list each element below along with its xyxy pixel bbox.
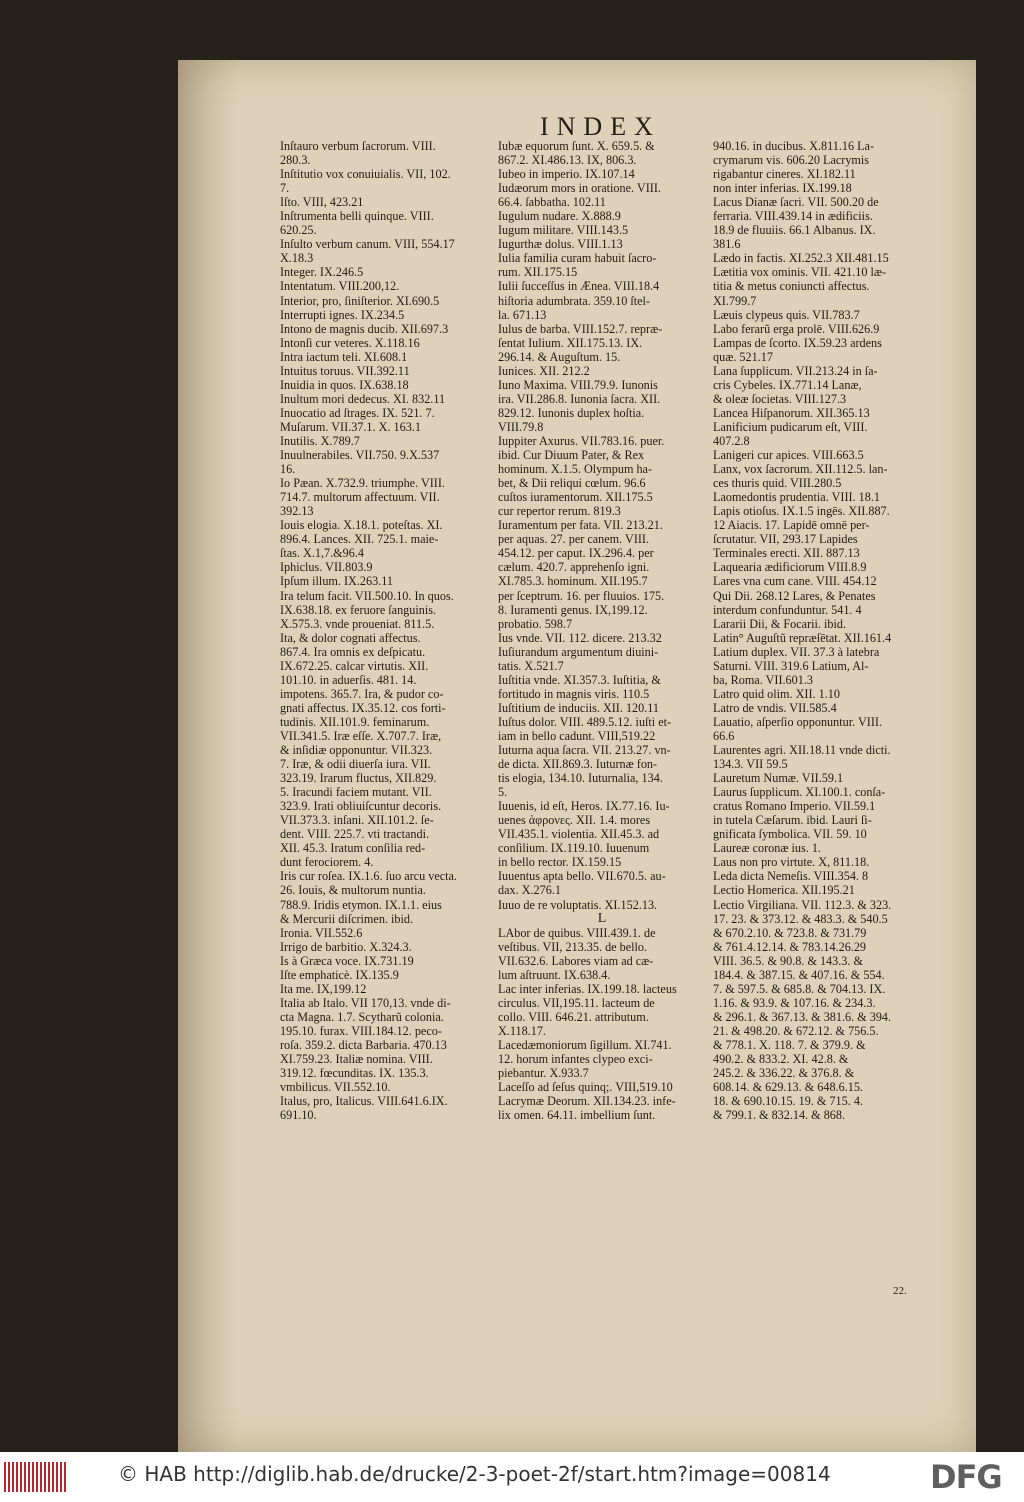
- index-line: 867.4. Ira omnis ex deſpicatu.: [280, 644, 426, 659]
- index-line: VII.373.3. inſani. XII.101.2. ſe-: [280, 813, 434, 828]
- index-line: 12. horum infantes clypeo exci-: [498, 1052, 653, 1067]
- index-line: 896.4. Lances. XII. 725.1. maie-: [280, 532, 439, 547]
- index-line: ſtas. X.1,7.&96.4: [280, 546, 364, 561]
- index-line: Qui Dii. 268.12 Lares, & Penates: [713, 588, 876, 603]
- dfg-logo: DFG: [930, 1458, 1002, 1496]
- index-line: Latro de vndis. VII.585.4: [713, 700, 837, 715]
- index-line: cuſtos iuramentorum. XII.175.5: [498, 490, 653, 505]
- index-column-middle: [498, 139, 706, 1122]
- index-line: Iuturna aqua ſacra. VII. 213.27. vn-: [498, 743, 671, 758]
- index-line: 280.3.: [280, 153, 311, 168]
- index-line: Lacrymæ Deorum. XII.134.23. infe-: [498, 1094, 676, 1109]
- index-line: Iunices. XII. 212.2: [498, 363, 590, 378]
- index-line: 184.4. & 387.15. & 407.16. & 554.: [713, 967, 885, 982]
- index-line: tis elogia, 134.10. Iuturnalia, 134.: [498, 771, 663, 786]
- index-line: gnificata ſymbolica. VII. 59. 10: [713, 827, 867, 842]
- index-column-left: [280, 139, 490, 1122]
- index-line: Iouis elogia. X.18.1. poteſtas. XI.: [280, 518, 443, 533]
- index-line: ba, Roma. VII.601.3: [713, 672, 813, 687]
- index-line: circulus. VII,195.11. lacteum de: [498, 995, 655, 1010]
- index-line: dunt ferociorem. 4.: [280, 855, 374, 870]
- index-line: XI.759.23. Italiæ nomina. VIII.: [280, 1052, 433, 1067]
- index-line: Iris cur roſea. IX.1.6. ſuo arcu vecta.: [280, 869, 457, 884]
- index-line: Læuis clypeus quis. VII.783.7: [713, 307, 860, 322]
- index-line: Italia ab Italo. VII 170,13. vnde di-: [280, 995, 451, 1010]
- index-line: Inſtrumenta belli quinque. VIII.: [280, 209, 434, 224]
- index-line: Muſarum. VII.37.1. X. 163.1: [280, 419, 421, 434]
- index-line: 829.12. Iunonis duplex hoſtia.: [498, 405, 645, 420]
- index-line: Is à Græca voce. IX.731.19: [280, 953, 414, 968]
- index-line: Inſtauro verbum ſacrorum. VIII.: [280, 139, 436, 153]
- index-line: Lampas de ſcorto. IX.59.23 ardens: [713, 335, 882, 350]
- index-line: XII. 45.3. Iratum conſilia red-: [280, 841, 426, 856]
- index-line: & inſidiæ opponuntur. VII.323.: [280, 743, 433, 758]
- catchword: 22.: [893, 1285, 907, 1297]
- index-line: 940.16. in ducibus. X.811.16 La-: [713, 139, 875, 153]
- index-line: Lacedæmoniorum ſigillum. XI.741.: [498, 1038, 672, 1052]
- index-line: Iſto. VIII, 423.21: [280, 195, 364, 210]
- index-line: uenes ἀφρονες. XII. 1.4. mores: [498, 813, 651, 828]
- index-line: 134.3. VII 59.5: [713, 757, 788, 772]
- index-line: roſa. 359.2. dicta Barbaria. 470.13: [280, 1038, 447, 1052]
- index-line: Latin° Auguſtũ repræſētat. XII.161.4: [713, 630, 892, 645]
- index-line: Interrupti ignes. IX.234.5: [280, 307, 405, 322]
- index-line: piebantur. X.933.7: [498, 1066, 589, 1081]
- index-line: cratus Romano Imperio. VII.59.1: [713, 799, 876, 814]
- index-line: bet, & Dii reliqui cœlum. 96.6: [498, 476, 646, 491]
- index-line: ces thuris quid. VIII.280.5: [713, 476, 842, 491]
- index-line: 18. & 690.10.15. 19. & 715. 4.: [713, 1094, 863, 1109]
- index-line: iam in bello cadunt. VIII,519.22: [498, 728, 656, 743]
- index-line: fortitudo in magnis viris. 110.5: [498, 686, 650, 701]
- index-line: lix omen. 64.11. imbellium ſunt.: [498, 1108, 656, 1123]
- index-line: & oleæ ſocietas. VIII.127.3: [713, 391, 847, 406]
- index-line: titia & metus coniuncti affectus.: [713, 279, 870, 294]
- index-line: cælum. 420.7. apprehenſo igni.: [498, 560, 650, 575]
- index-line: 608.14. & 629.13. & 648.6.15.: [713, 1080, 863, 1095]
- index-line: 16.: [280, 462, 296, 477]
- index-line: de dicta. XII.869.3. Iuturnæ fon-: [498, 757, 658, 772]
- index-line: Irrigo de barbitio. X.324.3.: [280, 939, 412, 954]
- index-line: Iuppiter Axurus. VII.783.16. puer.: [498, 433, 665, 448]
- index-line: 5. Iracundi faciem mutant. VII.: [280, 785, 432, 800]
- index-line: ira. VII.286.8. Iunonia ſacra. XII.: [498, 391, 661, 406]
- index-line: cta Magna. 1.7. Scytharũ colonia.: [280, 1009, 444, 1024]
- index-line: Intra iactum teli. XI.608.1: [280, 349, 408, 364]
- index-line: 490.2. & 833.2. XI. 42.8. &: [713, 1052, 849, 1067]
- index-line: 245.2. & 336.22. & 376.8. &: [713, 1066, 855, 1081]
- hab-logo-icon: [4, 1462, 68, 1492]
- index-line: Lauatio, aſperſio opponuntur. VIII.: [713, 714, 883, 729]
- index-line: Lauretum Numæ. VII.59.1: [713, 771, 844, 786]
- index-line: 323.9. Irati obliuiſcuntur decoris.: [280, 799, 442, 814]
- index-line: IX.672.25. calcar virtutis. XII.: [280, 658, 429, 673]
- index-line: X.575.3. vnde proueniat. 811.5.: [280, 616, 435, 631]
- index-line: Italus, pro, Italicus. VIII.641.6.IX.: [280, 1094, 448, 1109]
- index-line: Ita, & dolor cognati affectus.: [280, 630, 421, 645]
- index-line: 381.6: [713, 237, 741, 252]
- index-line: XI.785.3. hominum. XII.195.7: [498, 574, 648, 589]
- index-line: 7. Iræ, & odii diuerſa iura. VII.: [280, 757, 431, 772]
- index-line: interdum confunduntur. 541. 4: [713, 602, 862, 617]
- index-line: Laureæ coronæ ius. 1.: [713, 841, 821, 856]
- index-line: Inuidia in quos. IX.638.18: [280, 377, 409, 392]
- index-line: Iuuo de re voluptatis. XI.152.13.: [498, 897, 658, 912]
- index-line: 867.2. XI.486.13. IX, 806.3.: [498, 153, 637, 168]
- index-line: tudinis. XII.101.9. feminarum.: [280, 714, 430, 729]
- index-line: ſentat Iulium. XII.175.13. IX.: [498, 335, 643, 350]
- index-line: Inſulto verbum canum. VIII, 554.17: [280, 237, 455, 252]
- index-line: hominum. X.1.5. Olympum ha-: [498, 462, 653, 477]
- index-line: 1.16. & 93.9. & 107.16. & 234.3.: [713, 995, 876, 1010]
- index-line: Lana ſupplicum. VII.213.24 in ſa-: [713, 363, 878, 378]
- index-line: 691.10.: [280, 1108, 317, 1123]
- index-line: quæ. 521.17: [713, 349, 773, 364]
- index-line: 66.6: [713, 728, 735, 743]
- index-line: Iphiclus. VII.803.9: [280, 560, 373, 575]
- index-line: & 670.2.10. & 723.8. & 731.79: [713, 925, 867, 940]
- index-line: 7. & 597.5. & 685.8. & 704.13. IX.: [713, 981, 886, 996]
- index-line: 12 Aiacis. 17. Lapidē omnē per-: [713, 518, 870, 533]
- index-line: Inuocatio ad ſtrages. IX. 521. 7.: [280, 405, 435, 420]
- index-line: Lætitia vox ominis. VII. 421.10 læ-: [713, 265, 887, 280]
- index-line: Lectio Homerica. XII.195.21: [713, 883, 855, 898]
- index-line: Iſte emphaticè. IX.135.9: [280, 967, 399, 982]
- index-line: vmbilicus. VII.552.10.: [280, 1080, 391, 1095]
- index-line: Iudæorum mors in oratione. VIII.: [498, 181, 661, 196]
- index-line: VII.435.1. violentia. XII.45.3. ad: [498, 827, 660, 842]
- index-line: & 799.1. & 832.14. & 868.: [713, 1108, 846, 1123]
- index-line: ſcrutatur. VII, 293.17 Lapides: [713, 532, 858, 547]
- index-line: ferraria. VIII.439.14 in ædificiis.: [713, 209, 873, 224]
- footer-copyright-link[interactable]: © HAB http://diglib.hab.de/drucke/2-3-poet-2f/start.htm?image=00814: [118, 1462, 831, 1486]
- index-column-right: [713, 139, 925, 1122]
- index-line: VIII. 36.5. & 90.8. & 143.3. &: [713, 953, 863, 968]
- index-line: Ita me. IX,199.12: [280, 981, 367, 996]
- index-line: Latium duplex. VII. 37.3 à latebra: [713, 644, 880, 659]
- index-line: rum. XII.175.15: [498, 265, 578, 280]
- index-line: Laceſſo ad ſeſus quinq;. VIII,519.10: [498, 1080, 673, 1095]
- index-line: tatis. X.521.7: [498, 658, 564, 673]
- index-line: 788.9. Iridis etymon. IX.1.1. eius: [280, 897, 442, 912]
- index-line: Iugurthæ dolus. VIII.1.13: [498, 237, 623, 252]
- index-line: Lacus Dianæ ſacri. VII. 500.20 de: [713, 195, 879, 210]
- index-line: veſtibus. VII, 213.35. de bello.: [498, 939, 648, 954]
- index-line: & 761.4.12.14. & 783.14.26.29: [713, 939, 867, 954]
- index-line: conſilium. IX.119.10. Iuuenum: [498, 841, 650, 856]
- index-line: Intonſi cur veteres. X.118.16: [280, 335, 420, 350]
- index-line: 5.: [498, 785, 508, 800]
- index-line: VII.341.5. Iræ eſſe. X.707.7. Iræ,: [280, 728, 442, 743]
- index-line: Iubæ equorum ſunt. X. 659.5. &: [498, 139, 655, 153]
- index-line: Iuſtus dolor. VIII. 489.5.12. iuſti et-: [498, 714, 672, 729]
- index-line: Iugulum nudare. X.888.9: [498, 209, 621, 224]
- index-line: Lectio Virgiliana. VII. 112.3. & 323.: [713, 897, 892, 912]
- index-line: Iuno Maxima. VIII.79.9. Iunonis: [498, 377, 658, 392]
- index-line: 319.12. fœcunditas. IX. 135.3.: [280, 1066, 429, 1081]
- index-line: LAbor de quibus. VIII.439.1. de: [498, 925, 656, 940]
- index-line: Intono de magnis ducib. XII.697.3: [280, 321, 449, 336]
- index-line: Iuuenis, id eſt, Heros. IX.77.16. Iu-: [498, 799, 670, 814]
- index-line: gnati affectus. IX.35.12. cos forti-: [280, 700, 446, 715]
- index-line: 323.19. Irarum fluctus, XII.829.: [280, 771, 437, 786]
- index-line: Integer. IX.246.5: [280, 265, 364, 280]
- index-line: Interior, pro, ſiniſterior. XI.690.5: [280, 293, 440, 308]
- index-line: hiſtoria adumbrata. 359.10 ſtel-: [498, 293, 650, 308]
- running-head: INDEX: [540, 112, 661, 141]
- index-line: lum aſtruunt. IX.638.4.: [498, 967, 611, 982]
- footer-bar: [0, 1452, 1024, 1502]
- index-line: Ius vnde. VII. 112. dicere. 213.32: [498, 630, 662, 645]
- index-line: Inuulnerabiles. VII.750. 9.X.537: [280, 448, 440, 463]
- index-line: Iuſtitia vnde. XI.357.3. Iuſtitia, &: [498, 672, 661, 687]
- index-line: Inultum mori dedecus. XI. 832.11: [280, 391, 446, 406]
- index-line: Inſtitutio vox conuiuialis. VII, 102.: [280, 167, 451, 182]
- index-line: 620.25.: [280, 223, 317, 238]
- index-line: collo. VIII. 646.21. attributum.: [498, 1009, 649, 1024]
- index-line: Laquearia ædificiorum VIII.8.9: [713, 560, 867, 575]
- index-line: Laurentes agri. XII.18.11 vnde dicti.: [713, 743, 891, 758]
- index-line: Terminales erecti. XII. 887.13: [713, 546, 860, 561]
- index-line: & Mercurii diſcrimen. ibid.: [280, 911, 414, 926]
- index-line: Labo ferarũ erga prolē. VIII.626.9: [713, 321, 880, 336]
- index-line: Inutilis. X.789.7: [280, 433, 360, 448]
- index-line: non inter inferias. IX.199.18: [713, 181, 852, 196]
- index-line: Iulia familia curam habuit ſacro-: [498, 251, 657, 266]
- index-line: rigabantur cineres. XI.182.11: [713, 167, 856, 182]
- index-line: Iubeo in imperio. IX.107.14: [498, 167, 635, 182]
- index-line: 8. Iuramenti genus. IX,199.12.: [498, 602, 648, 617]
- index-line: Iuuentus apta bello. VII.670.5. au-: [498, 869, 666, 884]
- index-line: Intentatum. VIII.200,12.: [280, 279, 400, 294]
- index-line: & 778.1. X. 118. 7. & 379.9. &: [713, 1038, 866, 1052]
- index-line: Ipſum illum. IX.263.11: [280, 574, 393, 589]
- index-line: X.18.3: [280, 251, 314, 266]
- index-line: Saturni. VIII. 319.6 Latium, Al-: [713, 658, 869, 673]
- index-line: Ira telum facit. VII.500.10. In quos.: [280, 588, 454, 603]
- index-line: dent. VIII. 225.7. vti tractandi.: [280, 827, 430, 842]
- index-line: Lanigeri cur apices. VIII.663.5: [713, 448, 864, 463]
- index-line: Iulii ſucceſſus in Ænea. VIII.18.4: [498, 279, 660, 294]
- index-line: VII.632.6. Labores viam ad cæ-: [498, 953, 654, 968]
- index-line: Lapis otioſus. IX.1.5 ingēs. XII.887.: [713, 504, 890, 519]
- index-line: Lancea Hiſpanorum. XII.365.13: [713, 405, 870, 420]
- index-line: 66.4. ſabbatha. 102.11: [498, 195, 606, 210]
- index-line: Iuramentum per fata. VII. 213.21.: [498, 518, 663, 533]
- index-line: Laomedontis prudentia. VIII. 18.1: [713, 490, 880, 505]
- index-line: crymarum vis. 606.20 Lacrymis: [713, 153, 870, 168]
- index-line: Iuſtitium de induciis. XII. 120.11: [498, 700, 660, 715]
- index-line: X.118.17.: [498, 1023, 546, 1038]
- index-line: Lædo in factis. XI.252.3 XII.481.15: [713, 251, 889, 266]
- index-line: Iugum militare. VIII.143.5: [498, 223, 629, 238]
- index-line: Lares vna cum cane. VIII. 454.12: [713, 574, 877, 589]
- index-line: Laurus ſupplicum. XI.100.1. conſa-: [713, 785, 886, 800]
- index-line: 101.10. in aduerſis. 481. 14.: [280, 672, 417, 687]
- index-line: Intuitus toruus. VII.392.11: [280, 363, 410, 378]
- index-line: 18.9 de fluuiis. 66.1 Albanus. IX.: [713, 223, 876, 238]
- index-line: Lanificium pudicarum eſt, VIII.: [713, 419, 868, 434]
- index-line: Iulus de barba. VIII.152.7. repræ-: [498, 321, 663, 336]
- index-line: Lararii Dii, & Focarii. ibid.: [713, 616, 847, 631]
- index-line: Latro quid olim. XII. 1.10: [713, 686, 840, 701]
- index-line: cris Cybeles. IX.771.14 Lanæ,: [713, 377, 862, 392]
- index-line: 7.: [280, 181, 290, 196]
- index-line: VIII.79.8: [498, 419, 544, 434]
- index-line: 407.2.8: [713, 433, 750, 448]
- index-line: XI.799.7: [713, 293, 757, 308]
- index-line: in bello rector. IX.159.15: [498, 855, 622, 870]
- index-line: ibid. Cur Diuum Pater, & Rex: [498, 448, 645, 463]
- index-line: 454.12. per caput. IX.296.4. per: [498, 546, 654, 561]
- index-line: la. 671.13: [498, 307, 547, 322]
- index-line: Leda dicta Nemeſis. VIII.354. 8: [713, 869, 869, 884]
- index-line: impotens. 365.7. Ira, & pudor co-: [280, 686, 444, 701]
- index-line: Io Pæan. X.732.9. triumphe. VIII.: [280, 476, 445, 491]
- index-line: 714.7. multorum affectuum. VII.: [280, 490, 440, 505]
- index-line: IX.638.18. ex feruore ſanguinis.: [280, 602, 437, 617]
- index-line: 392.13: [280, 504, 314, 519]
- index-line: per aquas. 27. per canem. VIII.: [498, 532, 650, 547]
- index-line: 26. Iouis, & multorum nuntia.: [280, 883, 426, 898]
- index-line: 296.14. & Auguſtum. 15.: [498, 349, 621, 364]
- index-line: Ironia. VII.552.6: [280, 925, 363, 940]
- index-line: 21. & 498.20. & 672.12. & 756.5.: [713, 1023, 879, 1038]
- index-line: 17. 23. & 373.12. & 483.3. & 540.5: [713, 911, 888, 926]
- index-line: Lac inter inferias. IX.199.18. lacteus: [498, 981, 677, 996]
- index-line: Lanx, vox ſacrorum. XII.112.5. lan-: [713, 462, 888, 477]
- index-line: in tutela Cæſarum. ibid. Lauri ſi-: [713, 813, 872, 828]
- index-line: Laus non pro virtute. X, 811.18.: [713, 855, 870, 870]
- index-line: L: [597, 911, 607, 926]
- index-line: dax. X.276.1: [498, 883, 561, 898]
- index-line: cur repertor rerum. 819.3: [498, 504, 621, 519]
- index-line: Iuſiurandum argumentum diuini-: [498, 644, 659, 659]
- index-line: per ſceptrum. 16. per fluuios. 175.: [498, 588, 665, 603]
- index-line: 195.10. furax. VIII.184.12. peco-: [280, 1023, 442, 1038]
- index-line: & 296.1. & 367.13. & 381.6. & 394.: [713, 1009, 892, 1024]
- index-line: probatio. 598.7: [498, 616, 573, 631]
